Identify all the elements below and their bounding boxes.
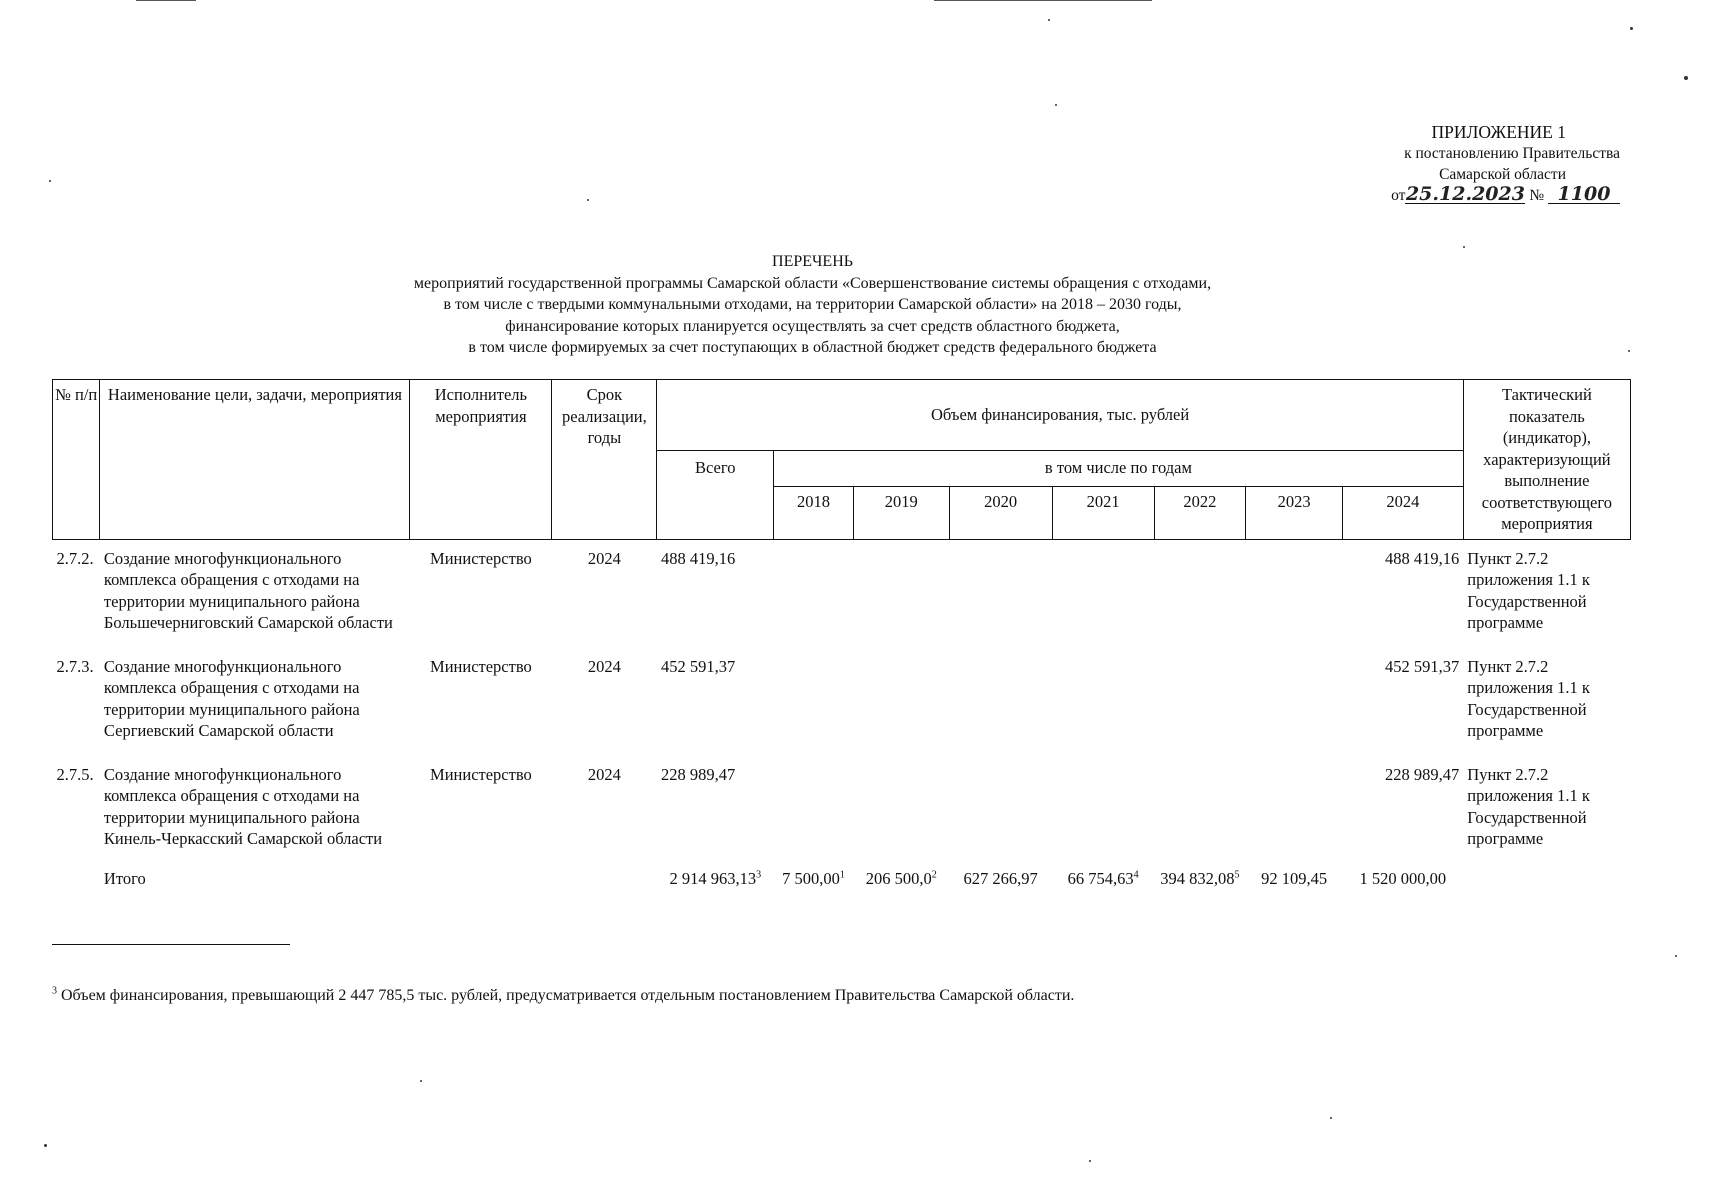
row-total: 452 591,37 [660,656,736,676]
handwritten-number: 1100 [1548,186,1620,204]
total-2024: 1 520 000,00 [1359,868,1447,888]
footnote-ref: 2 [931,869,937,880]
row-name: Создание многофункционального комплекса обращения с отходами на территории муниципального района Большечерниговский Самарской области [103,548,393,632]
footnote [52,987,1074,1005]
heading-line: мероприятий государственной программы Самарской области «Совершенствование системы обращения с отходами, [413,274,1212,292]
total-2019: 206 500,0$^2$ [865,868,937,888]
table-row [53,756,1631,864]
total-all: 2 914 963,13$^3$ [669,868,762,888]
total-2020: 627 266,97 [963,868,1038,888]
header-term: Срок реализации, годы [552,380,657,540]
total-2022: 394 832,08$^5$ [1160,868,1240,888]
handwritten-date: 25.12.2023 [1405,183,1525,205]
header-year-2022: 2022 [1154,486,1246,539]
scan-edge-line [934,0,1152,1]
scan-speck [44,1144,47,1147]
row-term: 2024 [587,764,621,784]
scan-speck [1630,27,1633,30]
footnote-ref: 4 [1133,869,1139,880]
total-2021: 66 754,63$^4$ [1067,868,1139,888]
footnote-text: Объем финансирования, превышающий 2 447 785,5 тыс. рублей, предусматривается отдельным постановлением Правительства Самарской области. [57,987,1075,1004]
appendix-title: ПРИЛОЖЕНИЕ 1 [1431,122,1566,142]
scan-speck [1463,246,1465,248]
footnote-ref: 5 [1234,869,1240,880]
row-executor: Министерство [430,548,532,568]
row-num: 2.7.2. [56,548,94,568]
scan-speck [420,1080,422,1082]
table-header-row [53,380,1631,451]
row-indicator: Пункт 2.7.2 приложения 1.1 к Государственной программе [1467,656,1590,740]
number-prefix: № [1529,187,1545,204]
row-executor: Министерство [430,656,532,676]
header-total: Всего [657,451,774,540]
scan-speck [1684,76,1688,80]
row-term: 2024 [587,656,621,676]
table-row [53,648,1631,756]
activities-table [52,379,1631,892]
row-num: 2.7.3. [56,656,94,676]
footnote-marker: 3 [52,985,57,997]
heading-line: финансирование которых планируется осуществлять за счет средств областного бюджета, [505,317,1120,335]
row-name: Создание многофункционального комплекса обращения с отходами на территории муниципального района Сергиевский Самарской области [103,656,360,740]
header-year-2021: 2021 [1052,486,1154,539]
heading-title: ПЕРЕЧЕНЬ [772,253,853,270]
footnote-ref: 1 [839,869,845,880]
header-name: Наименование цели, задачи, мероприятия [100,380,410,540]
footnote-ref: 3 [756,869,762,880]
header-year-2019: 2019 [853,486,949,539]
appendix-decree-line: к постановлению Правительства [1404,145,1620,162]
scan-speck [1330,1117,1332,1119]
row-indicator: Пункт 2.7.2 приложения 1.1 к Государственной программе [1467,764,1590,848]
header-year-2024: 2024 [1342,486,1463,539]
heading-line: в том числе формируемых за счет поступающих в областной бюджет средств федерального бюджета [468,339,1157,356]
scan-edge-line [136,0,196,1]
header-indicator: Тактический показатель (индикатор), характеризующий выполнение соответствующего мероприятия [1463,380,1630,540]
row-name: Создание многофункционального комплекса обращения с отходами на территории муниципального района Кинель-Черкасский Самарской области [103,764,383,848]
total-label: Итого [103,868,146,888]
total-2023: 92 109,45 [1261,868,1328,888]
row-y2024: 452 591,37 [1385,656,1460,676]
appendix-date-line [1300,185,1620,206]
scan-speck [1675,955,1677,957]
row-total: 228 989,47 [660,764,736,784]
scan-speck [1089,1160,1091,1162]
total-row [53,864,1631,893]
header-year-2020: 2020 [949,486,1052,539]
row-total: 488 419,16 [660,548,736,568]
header-num: № п/п [53,380,100,540]
scan-speck [49,180,51,182]
footnote-separator [52,944,290,945]
row-num: 2.7.5. [56,764,94,784]
row-y2024: 228 989,47 [1385,764,1460,784]
row-indicator: Пункт 2.7.2 приложения 1.1 к Государственной программе [1467,548,1590,632]
row-executor: Министерство [430,764,532,784]
scan-speck [1628,350,1630,352]
appendix-block [1300,122,1620,206]
header-year-2018: 2018 [774,486,854,539]
date-prefix: от [1391,187,1406,204]
table-row [53,539,1631,648]
document-heading [300,251,1325,359]
row-term: 2024 [587,548,621,568]
header-year-2023: 2023 [1246,486,1343,539]
row-y2024: 488 419,16 [1385,548,1460,568]
scan-speck [587,199,589,201]
header-executor: Исполнитель мероприятия [410,380,552,540]
total-2018: 7 500,00$^1$ [782,868,845,888]
appendix-region-line: Самарской области [1439,166,1566,183]
header-by-years: в том числе по годам [774,451,1464,487]
scan-speck [1048,19,1050,21]
heading-line: в том числе с твердыми коммунальными отходами, на территории Самарской области» на 2018 – 2030 годы, [443,296,1182,313]
header-funding: Объем финансирования, тыс. рублей [657,380,1463,451]
scan-speck [1055,104,1057,106]
